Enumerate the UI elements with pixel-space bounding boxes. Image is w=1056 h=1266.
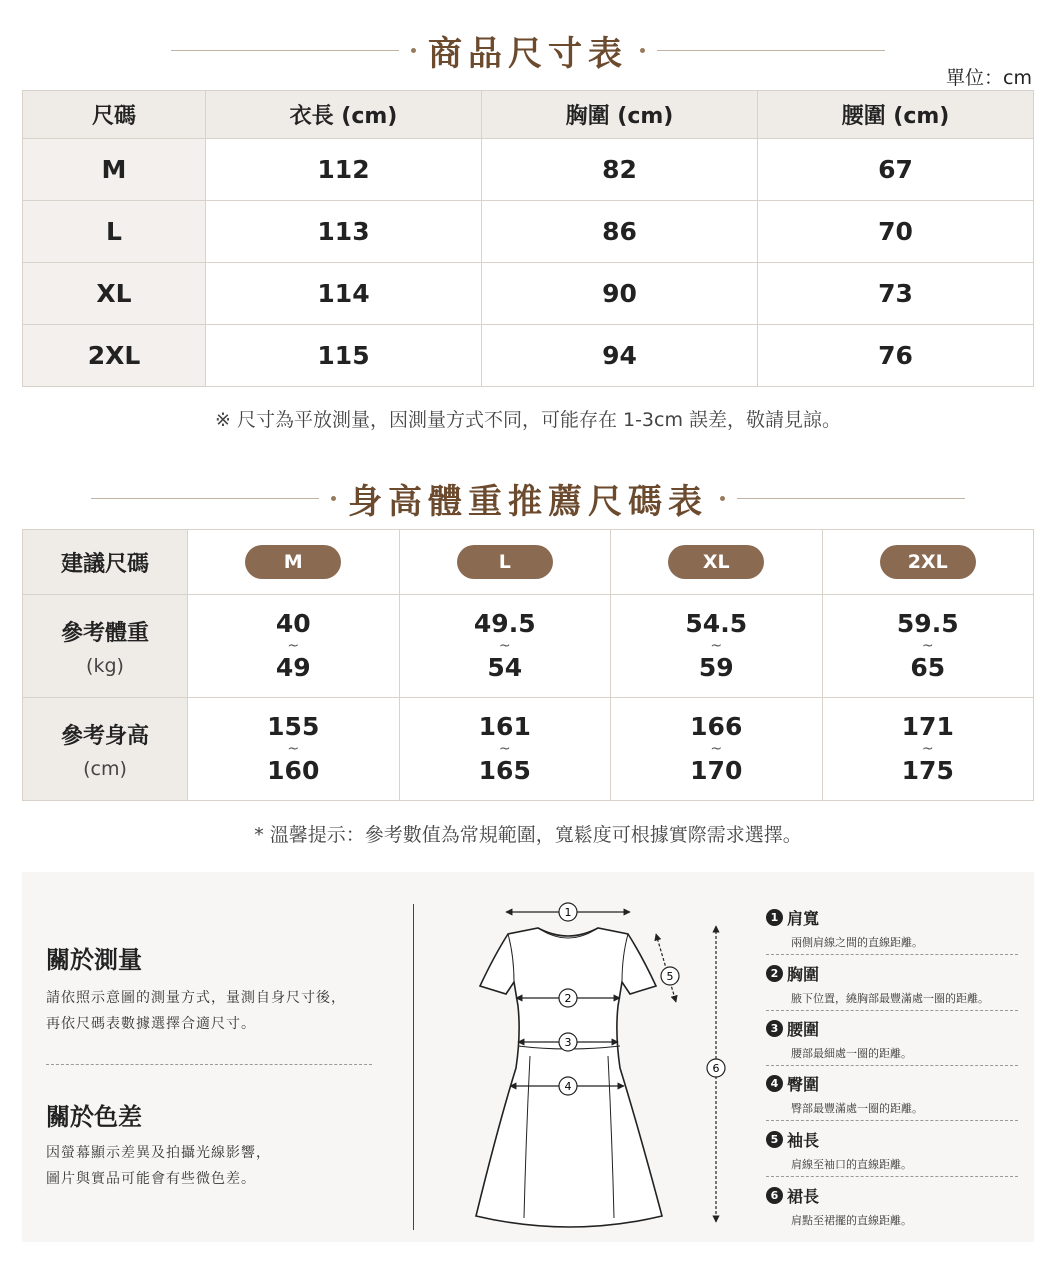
legend-item [766, 962, 1018, 1006]
height-max: 160 [267, 756, 320, 785]
legend-desc: 兩側肩線之間的直線距離。 [791, 936, 923, 949]
range-tilde: ~ [498, 638, 511, 654]
legend-number: 6 [766, 1187, 783, 1204]
row-length: 114 [206, 263, 482, 325]
size-badge: M [245, 545, 341, 579]
weight-min: 49.5 [473, 609, 536, 638]
height-min: 171 [901, 712, 954, 741]
title-left-line [91, 498, 319, 499]
range-tilde: ~ [921, 638, 934, 654]
weight-label: 參考體重 [60, 620, 149, 646]
text-line: 圖片與實品可能會有些微色差。 [46, 1171, 256, 1187]
title-left-dot [331, 496, 336, 501]
legend-desc: 臀部最豐滿處一圈的距離。 [791, 1102, 923, 1115]
weight-cell [611, 595, 823, 698]
title-right-dot [720, 496, 725, 501]
size-cell [611, 530, 823, 595]
size-chart-note: ※ 尺寸為平放測量，因測量方式不同，可能存在 1-3cm 誤差，敬請見諒。 [214, 409, 842, 431]
header-size: 尺碼 [23, 91, 206, 139]
title-right-dot [640, 48, 645, 53]
recommend-table [22, 529, 1034, 801]
size-chart-heading [0, 26, 1056, 75]
range-tilde: ~ [287, 638, 300, 654]
marker-5 [661, 967, 679, 985]
height-row-label [23, 698, 188, 801]
legend-desc: 肩線至袖口的直線距離。 [791, 1158, 912, 1171]
recommend-chart-heading [0, 474, 1056, 523]
legend-number: 4 [766, 1075, 783, 1092]
svg-text:2: 2 [564, 992, 572, 1005]
table-row [23, 698, 1034, 801]
row-length: 113 [206, 201, 482, 263]
legend-name: 裙長 [787, 1187, 820, 1206]
dress-measurement-diagram [470, 896, 750, 1236]
legend-item [766, 1072, 1018, 1116]
about-measure-title: 關於測量 [46, 946, 142, 974]
vertical-divider [413, 904, 414, 1230]
size-cell [822, 530, 1034, 595]
size-table-header [23, 91, 1034, 139]
legend-desc: 腋下位置，繞胸部最豐滿處一圈的距離。 [791, 992, 989, 1005]
weight-max: 54 [487, 653, 523, 682]
about-color-text [46, 1140, 271, 1192]
title-right-line [737, 498, 965, 499]
legend-item [766, 1128, 1018, 1172]
row-waist: 70 [758, 201, 1034, 263]
range-tilde: ~ [498, 741, 511, 757]
height-unit: (cm) [83, 757, 127, 780]
svg-text:6: 6 [712, 1062, 720, 1075]
height-min: 161 [478, 712, 531, 741]
weight-min: 40 [275, 609, 311, 638]
legend-name: 腰圍 [787, 1020, 820, 1039]
height-min: 166 [690, 712, 743, 741]
range-tilde: ~ [710, 638, 723, 654]
svg-text:5: 5 [666, 970, 674, 983]
row-length: 112 [206, 139, 482, 201]
height-cell [611, 698, 823, 801]
legend-name: 肩寬 [787, 909, 820, 928]
height-cell [822, 698, 1034, 801]
range-tilde: ~ [921, 741, 934, 757]
size-badge: 2XL [880, 545, 976, 579]
size-cell [188, 530, 400, 595]
row-size: 2XL [23, 325, 206, 387]
height-cell [399, 698, 611, 801]
row-length: 115 [206, 325, 482, 387]
table-row [23, 139, 1034, 201]
table-row [23, 530, 1034, 595]
legend-name: 臀圍 [787, 1075, 820, 1094]
text-line: 再依尺碼表數據選擇合適尺寸。 [46, 1016, 256, 1032]
height-cell [188, 698, 400, 801]
row-bust: 90 [482, 263, 758, 325]
size-row-label: 建議尺碼 [23, 530, 188, 595]
title-left-dot [411, 48, 416, 53]
legend-desc: 腰部最細處一圈的距離。 [791, 1047, 912, 1060]
weight-row-label [23, 595, 188, 698]
legend-number: 2 [766, 965, 783, 982]
height-max: 170 [690, 756, 743, 785]
row-bust: 82 [482, 139, 758, 201]
title-left-line [171, 50, 399, 51]
dashed-divider [766, 954, 1018, 955]
table-row [23, 263, 1034, 325]
title-right-line [657, 50, 885, 51]
weight-unit: (kg) [86, 654, 124, 677]
size-cell [399, 530, 611, 595]
weight-cell [188, 595, 400, 698]
weight-max: 65 [910, 653, 946, 682]
dashed-divider [766, 1010, 1018, 1011]
size-badge: XL [668, 545, 764, 579]
legend-name: 袖長 [787, 1131, 820, 1150]
legend-number: 5 [766, 1131, 783, 1148]
dashed-divider [766, 1120, 1018, 1121]
weight-cell [822, 595, 1034, 698]
marker-6 [707, 1059, 725, 1077]
row-size: XL [23, 263, 206, 325]
height-min: 155 [267, 712, 320, 741]
dashed-divider [766, 1176, 1018, 1177]
header-length: 衣長 (cm) [206, 91, 482, 139]
weight-max: 49 [275, 653, 311, 682]
unit-label: 單位：cm [946, 67, 1032, 89]
legend-desc: 肩點至裙擺的直線距離。 [791, 1214, 912, 1227]
weight-cell [399, 595, 611, 698]
marker-2 [559, 989, 577, 1007]
row-waist: 67 [758, 139, 1034, 201]
svg-text:4: 4 [564, 1080, 572, 1093]
dashed-divider [46, 1064, 372, 1065]
height-label: 參考身高 [60, 723, 149, 749]
range-tilde: ~ [710, 741, 723, 757]
range-tilde: ~ [287, 741, 300, 757]
legend-item [766, 1184, 1018, 1228]
marker-4 [559, 1077, 577, 1095]
svg-text:1: 1 [564, 906, 572, 919]
height-max: 175 [901, 756, 954, 785]
legend-number: 3 [766, 1020, 783, 1037]
marker-1 [559, 903, 577, 921]
row-waist: 76 [758, 325, 1034, 387]
legend-item [766, 1017, 1018, 1061]
text-line: 請依照示意圖的測量方式，量測自身尺寸後， [46, 990, 346, 1006]
row-bust: 86 [482, 201, 758, 263]
recommend-chart-title: 身高體重推薦尺碼表 [348, 482, 708, 522]
table-row [23, 595, 1034, 698]
table-row [23, 325, 1034, 387]
header-bust: 胸圍 (cm) [482, 91, 758, 139]
legend-name: 胸圍 [787, 965, 820, 984]
header-waist: 腰圍 (cm) [758, 91, 1034, 139]
recommend-note: * 溫馨提示：參考數值為常規範圍，寬鬆度可根據實際需求選擇。 [254, 824, 802, 846]
table-row [23, 201, 1034, 263]
dashed-divider [766, 1065, 1018, 1066]
height-max: 165 [478, 756, 531, 785]
legend-item [766, 906, 1018, 950]
row-bust: 94 [482, 325, 758, 387]
size-chart-title: 商品尺寸表 [428, 34, 628, 74]
weight-max: 59 [698, 653, 734, 682]
marker-3 [559, 1033, 577, 1051]
legend-number: 1 [766, 909, 783, 926]
text-line: 因螢幕顯示差異及拍攝光線影響， [46, 1145, 271, 1161]
weight-min: 54.5 [685, 609, 748, 638]
svg-text:3: 3 [564, 1036, 572, 1049]
about-color-title: 關於色差 [46, 1103, 142, 1131]
row-size: L [23, 201, 206, 263]
row-size: M [23, 139, 206, 201]
weight-min: 59.5 [896, 609, 959, 638]
row-waist: 73 [758, 263, 1034, 325]
size-table [22, 90, 1034, 387]
about-measure-text [46, 985, 346, 1037]
size-badge: L [457, 545, 553, 579]
